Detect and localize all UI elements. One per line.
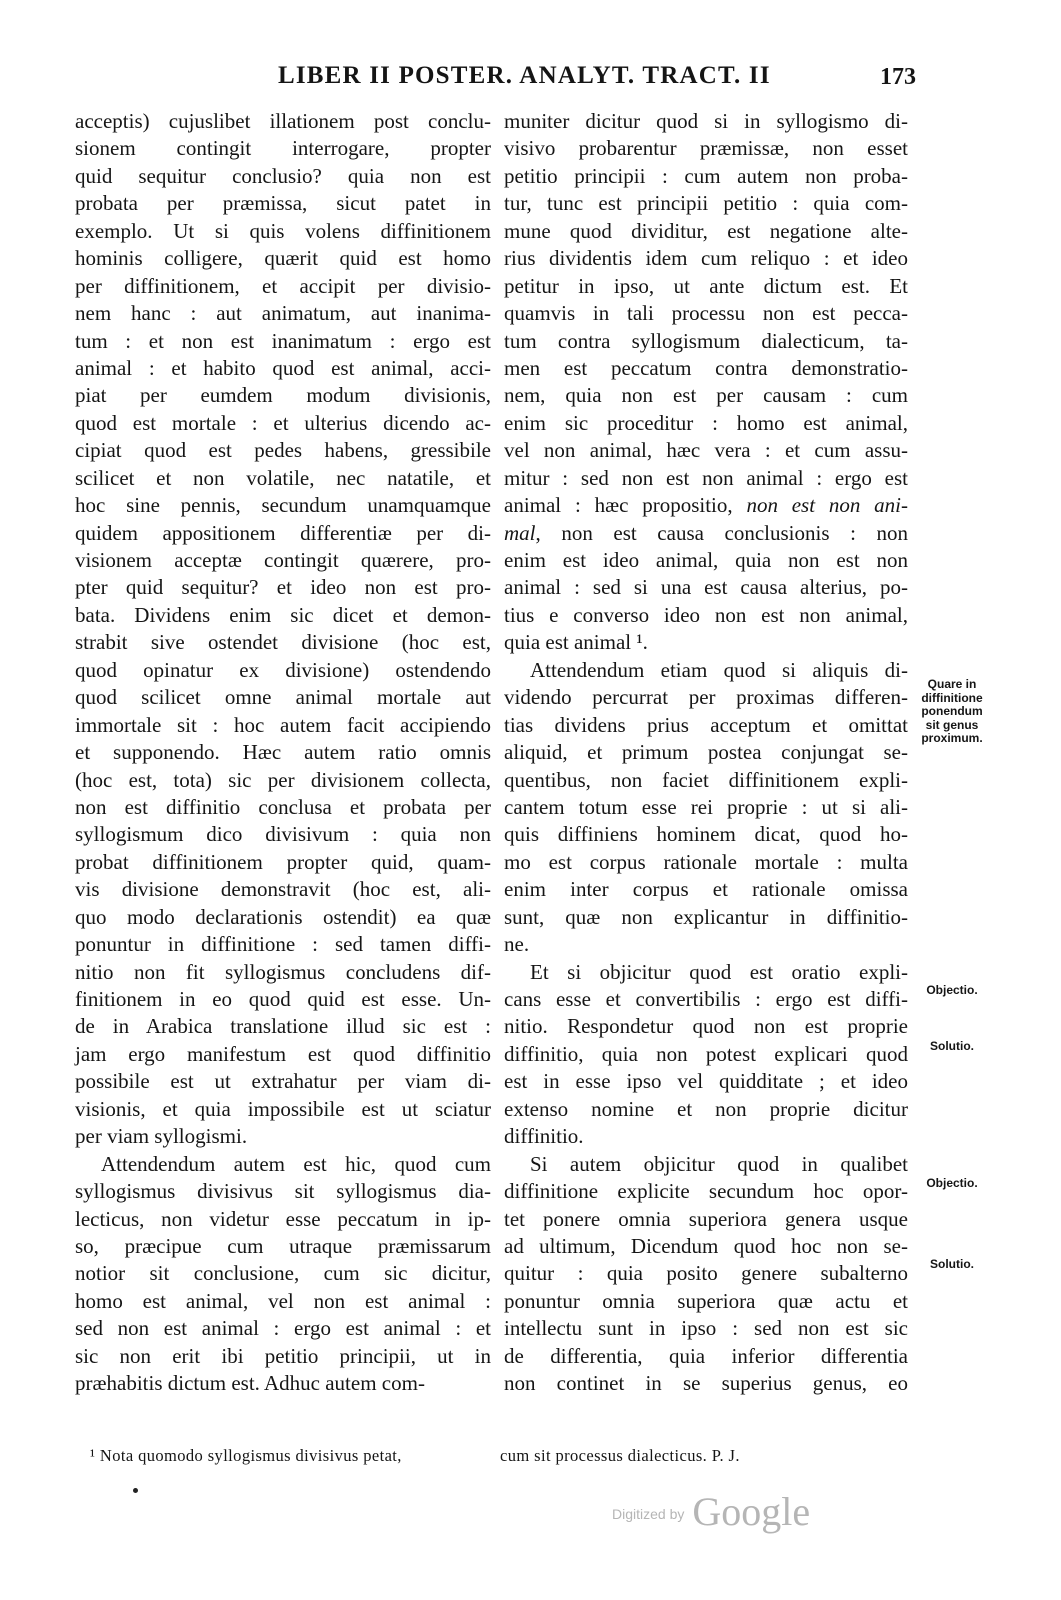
text-line: quo modo declarationis ostendit) ea quæ xyxy=(75,904,491,929)
text-line: tum : et non est inanimatum : ergo est xyxy=(75,328,491,353)
margin-note-objectio: Objectio. xyxy=(926,1176,978,1190)
text-line: quis diffiniens hominem dicat, quod ho- xyxy=(504,822,908,847)
margin-note-objectio: Objectio. xyxy=(926,983,978,997)
text-line: non est diffinitio conclusa et probata per xyxy=(75,794,491,819)
text-line: tur, tunc est principii petitio : quia com- xyxy=(504,191,908,216)
text-line: sic non erit ibi petitio principii, ut in xyxy=(75,1343,491,1368)
google-logo: Google xyxy=(692,1489,811,1534)
text-line: quitur : quia posito genere subalterno xyxy=(504,1261,908,1286)
margin-note-line: Quare in xyxy=(927,677,977,691)
margin-note-quare xyxy=(912,678,992,746)
text-line: aliquid, et primum postea conjungat se- xyxy=(504,740,908,765)
text-line: quamvis in tali processu non est pecca- xyxy=(504,301,908,326)
italic-term: mal xyxy=(504,520,536,545)
text-line: piat per eumdem modum divisionis, xyxy=(75,383,491,408)
text-line: cantem totum esse rei proprie : ut si ali- xyxy=(504,794,908,819)
text-line: hominis colligere, quærit quid est homo xyxy=(75,246,491,271)
text-line: tum contra syllogismum dialecticum, ta- xyxy=(504,328,908,353)
text-line: homo est animal, vel non est animal : xyxy=(75,1288,491,1313)
text-line: præhabitis dictum est. Adhuc autem com- xyxy=(75,1371,425,1396)
text-line: nem, quia non est per causam : cum xyxy=(504,383,908,408)
margin-note-line: diffinitione xyxy=(921,690,983,705)
text-line: enim est ideo animal, quia non est non xyxy=(504,548,908,572)
text-line: est in esse ipso vel quidditate ; et ideo xyxy=(504,1069,908,1094)
text-line: per diffinitionem, et accipit per divisio- xyxy=(75,273,491,298)
text-line: quidem appositionem differentiæ per di- xyxy=(75,520,491,545)
text-line: syllogismum dico divisivum : quia non xyxy=(75,822,491,847)
text-line: ponuntur in diffinitione : sed tamen diffi- xyxy=(75,932,491,957)
text-line: mal, non est causa conclusionis : non xyxy=(504,520,908,545)
text-line: videndo percurrat per proximas differen- xyxy=(504,685,908,710)
text-line: de differentia, quia inferior differentia xyxy=(504,1343,908,1368)
text-line: extenso nomine et non proprie dicitur xyxy=(504,1096,908,1121)
text-line: nitio non fit syllogismus concludens dif- xyxy=(75,959,491,984)
text-line: syllogismus divisivus sit syllogismus dia- xyxy=(75,1179,491,1204)
text-line: intellectu sunt in ipso : sed non est sic xyxy=(504,1316,908,1341)
text-line: quod scilicet omne animal mortale aut xyxy=(75,685,491,710)
text-line: sed non est animal : ergo est animal : et xyxy=(75,1316,491,1341)
text-line: nitio. Respondetur quod non est proprie xyxy=(504,1014,908,1039)
text-line: mo est corpus rationale mortale : multa xyxy=(504,849,908,874)
text-line: notior sit conclusione, cum sic dicitur, xyxy=(75,1261,491,1286)
text-line: Et si objicitur quod est oratio expli- xyxy=(530,959,908,984)
text-line: acceptis) cujuslibet illationem post conclu- xyxy=(75,109,491,133)
text-line: hoc sine pennis, secundum unamquamque xyxy=(75,493,491,518)
margin-note-solutio: Solutio. xyxy=(930,1039,974,1053)
text-line: strabit sive ostendet divisione (hoc est, xyxy=(75,630,491,655)
margin-note-solutio: Solutio. xyxy=(930,1257,974,1271)
text-line: so, præcipue cum utraque præmissarum xyxy=(75,1233,491,1258)
text-line: enim sic proceditur : homo est animal, xyxy=(504,410,908,435)
text-line: non continet in se superius genus, eo xyxy=(504,1371,908,1396)
text-line: animal : hæc propositio, non est non ani- xyxy=(504,493,908,518)
text-line: vis divisione demonstravit (hoc est, ali- xyxy=(75,877,491,902)
text-line: Attendendum autem est hic, quod cum xyxy=(101,1151,491,1176)
text-line: (hoc est, tota) sic per divisionem collecta, xyxy=(75,767,491,792)
text-line: probat diffinitionem propter quid, quam- xyxy=(75,849,491,874)
text-line: petitur in ipso, ut ante dictum est. Et xyxy=(504,273,908,298)
text-line: quentibus, non faciet diffinitionem expli- xyxy=(504,767,908,792)
text-line: quid sequitur conclusio? quia non est xyxy=(75,163,491,188)
text-line: et supponendo. Hæc autem ratio omnis xyxy=(75,740,491,765)
text-line: ne. xyxy=(504,932,530,957)
text-line: cans esse et convertibilis : ergo est diffi- xyxy=(504,987,908,1011)
text-line: sunt, quæ non explicantur in diffinitio- xyxy=(504,904,908,929)
footnote-right: cum sit processus dialecticus. P. J. xyxy=(500,1446,740,1465)
text-line: vel non animal, hæc vera : et cum assu- xyxy=(504,438,908,463)
text-line: muniter dicitur quod si in syllogismo di- xyxy=(504,109,908,133)
page-header xyxy=(0,62,1061,102)
text-line: tet ponere omnia superiora genera usque xyxy=(504,1206,908,1231)
text-line: sionem contingit interrogare, propter xyxy=(75,136,491,161)
text-line: tius e converso ideo non est non animal, xyxy=(504,602,908,627)
margin-note-line: proximum. xyxy=(921,731,983,745)
digitized-watermark xyxy=(612,1488,810,1535)
text-line: visionem acceptæ contingit quærere, pro- xyxy=(75,548,491,572)
text-line: exemplo. Ut si quis volens diffinitionem xyxy=(75,218,491,243)
text-line: scilicet et non volatile, nec natatile, et xyxy=(75,465,491,490)
text-line: per viam syllogismi. xyxy=(75,1124,248,1149)
text-line: quod est mortale : et ulterius dicendo ac- xyxy=(75,410,491,435)
text-line: mitur : sed non est non animal : ergo est xyxy=(504,465,908,490)
text-line: Si autem objicitur quod in qualibet xyxy=(530,1151,908,1176)
left-text-column xyxy=(75,108,491,1398)
running-head: LIBER II POSTER. ANALYT. TRACT. II xyxy=(278,62,771,89)
margin-note-line: ponendum xyxy=(921,704,983,718)
text-line: jam ergo manifestum est quod diffinitio xyxy=(75,1041,491,1066)
right-text-column xyxy=(504,108,908,1398)
page-number: 173 xyxy=(880,64,916,90)
text-line: tias dividens prius acceptum et omittat xyxy=(504,712,908,737)
text-line: diffinitione explicite secundum hoc opor- xyxy=(504,1179,908,1204)
text-line: finitionem in eo quod quid est esse. Un- xyxy=(75,987,491,1011)
text-line: nem hanc : aut animatum, aut inanima- xyxy=(75,301,491,326)
text-line: diffinitio. xyxy=(504,1124,584,1149)
text-line: immortale sit : hoc autem facit accipiendo xyxy=(75,712,491,737)
text-line: possibile est ut extrahatur per viam di- xyxy=(75,1069,491,1094)
text-line: enim inter corpus et rationale omissa xyxy=(504,877,908,902)
watermark-prefix: Digitized by xyxy=(612,1506,685,1522)
ink-dot xyxy=(133,1488,138,1493)
text-line: quod opinatur ex divisione) ostendendo xyxy=(75,657,491,682)
text-line: visivo probarentur præmissæ, non esset xyxy=(504,136,908,161)
text-line: de in Arabica translatione illud sic est : xyxy=(75,1014,491,1039)
text-line: lecticus, non videtur esse peccatum in ip- xyxy=(75,1206,491,1231)
margin-note-line: sit genus xyxy=(925,717,979,732)
text-line: rius dividentis idem cum reliquo : et ideo xyxy=(504,246,908,271)
text-line: quia est animal ¹. xyxy=(504,630,648,655)
text-line: visionis, et quia impossibile est ut sciatur xyxy=(75,1096,491,1121)
text-line: petitio principii : cum autem non proba- xyxy=(504,163,908,188)
text-line: ponuntur omnia superiora quæ actu et xyxy=(504,1288,908,1313)
text-line: pter quid sequitur? et ideo non est pro- xyxy=(75,575,491,600)
text-line: animal : et habito quod est animal, acci- xyxy=(75,355,491,380)
text-line: bata. Dividens enim sic dicet et demon- xyxy=(75,602,491,627)
footnote-left: ¹ Nota quomodo syllogismus divisivus petat, xyxy=(90,1446,402,1465)
text-line: probata per præmissa, sicut patet in xyxy=(75,191,491,216)
text-line: cipiat quod est pedes habens, gressibile xyxy=(75,438,491,463)
italic-term: non est non ani- xyxy=(746,493,908,518)
text-line: animal : sed si una est causa alterius, po- xyxy=(504,575,908,600)
text-line: mune quod dividitur, est negatione alte- xyxy=(504,218,908,243)
text-line: diffinitio, quia non potest explicari quod xyxy=(504,1041,908,1066)
text-line: ad ultimum, Dicendum quod hoc non se- xyxy=(504,1233,908,1258)
text-line: men est peccatum contra demonstratio- xyxy=(504,355,908,380)
text-line: Attendendum etiam quod si aliquis di- xyxy=(530,657,908,682)
